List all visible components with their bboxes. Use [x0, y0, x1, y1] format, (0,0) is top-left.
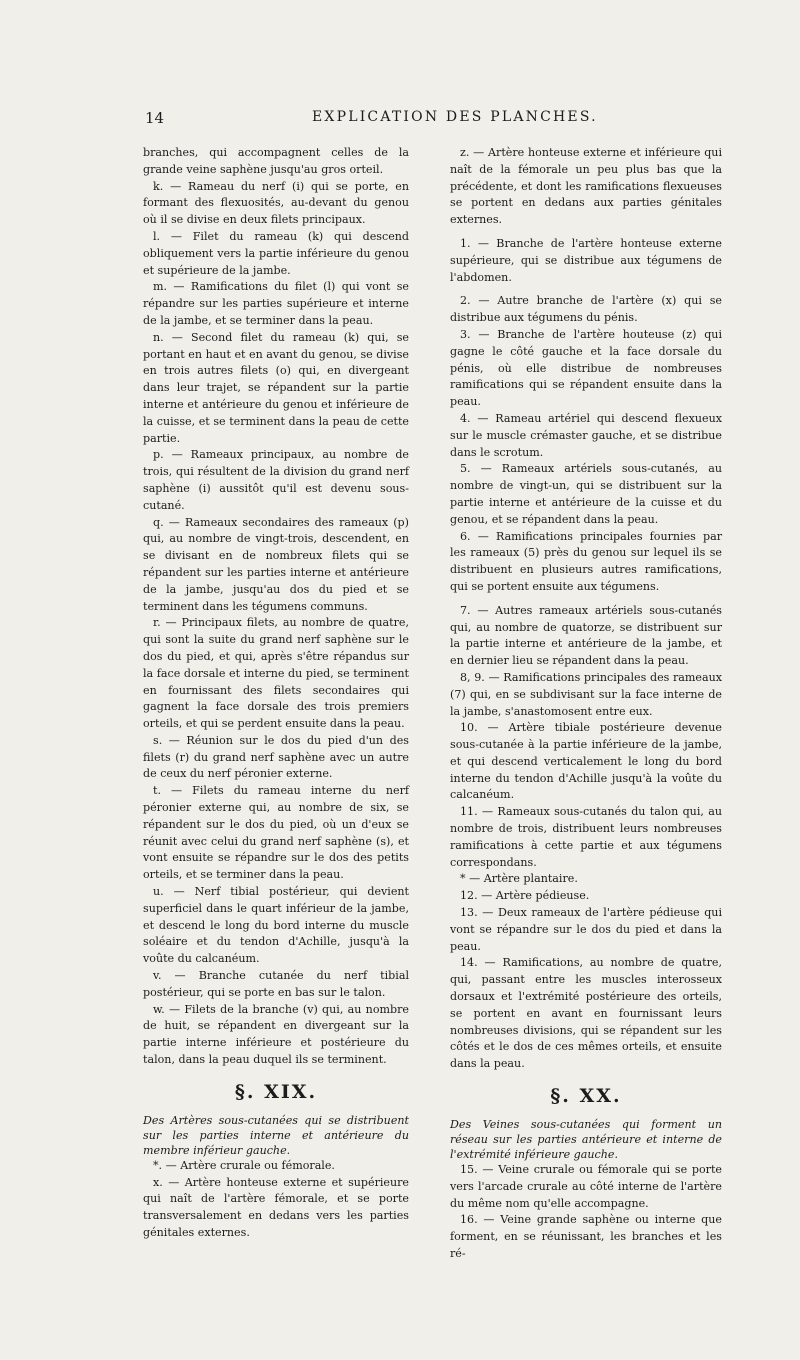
- paragraph: s. — Réunion sur le dos du pied d'un des filets (r) du grand nerf saphène avec un autre de ceux du nerf péronier externe.: [143, 733, 409, 781]
- paragraph: q. — Rameaux secondaires des rameaux (p) qui, au nombre de vingt-trois, descendent, en se divisant en de nombreux filets qui se répandent sur les parties interne et antérieure de la jambe, jusqu'au dos du pied et se terminent dans les tégumens communs.: [143, 515, 409, 613]
- paragraph: 8, 9. — Ramifications principales des rameaux (7) qui, en se subdivisant sur la face interne de la jambe, s'anastomosent entre eux.: [450, 670, 722, 718]
- paragraph: r. — Principaux filets, au nombre de quatre, qui sont la suite du grand nerf saphène sur le dos du pied, et qui, après s'être répandus sur la face dorsale et interne du pied, se terminent en fournissant des filets secondaires qui gagnent la face dorsale des trois premiers orteils, et qui se perdent ensuite dans la peau.: [143, 616, 409, 731]
- right-column: [450, 145, 722, 1263]
- paragraph: *. — Artère crurale ou fémorale.: [153, 1158, 335, 1172]
- left-column: [143, 145, 409, 1242]
- paragraph: v. — Branche cutanée du nerf tibial postérieur, qui se porte en bas sur le talon.: [143, 969, 409, 999]
- section-title: §. XIX.: [234, 1080, 318, 1103]
- paragraph: 15. — Veine crurale ou fémorale qui se porte vers l'arcade crurale au côté interne de l'artère du même nom qu'elle accompagne.: [450, 1163, 722, 1210]
- section-subtitle: Des Veines sous-cutanées qui forment un réseau sur les parties antérieure et interne de l'extrémité inférieure gauche.: [450, 1118, 722, 1162]
- paragraph: 13. — Deux rameaux de l'artère pédieuse qui vont se répandre sur le dos du pied et dans la peau.: [450, 906, 722, 953]
- paragraph: 14. — Ramifications, au nombre de quatre, qui, passant entre les muscles interosseux dorsaux et l'extrémité postérieure des orteils, se portent en avant en fournissant leurs nombreuses divisions, qui se répandent sur les côtés et le dos de ces mêmes orteils, et ensuite dans la peau.: [450, 956, 722, 1071]
- paragraph: n. — Second filet du rameau (k) qui, se portant en haut et en avant du genou, se divise en trois autres filets (o) qui, en divergeant dans leur trajet, se répandent sur la partie interne et antérieure du genou et inférieure de la cuisse, et se terminent dans la peau de cette partie.: [143, 330, 409, 445]
- section-subtitle: Des Artères sous-cutanées qui se distribuent sur les parties interne et antérieure du membre inférieur gauche.: [143, 1113, 409, 1157]
- paragraph: u. — Nerf tibial postérieur, qui devient superficiel dans le quart inférieur de la jambe, et descend le long du bord interne du muscle soléaire et du tendon d'Achille, jusqu'à la voûte du calcanéum.: [143, 885, 409, 966]
- running-title: EXPLICATION DES PLANCHES.: [312, 109, 598, 125]
- paragraph: * — Artère plantaire.: [460, 872, 578, 886]
- paragraph: branches, qui accompagnent celles de la grande veine saphène jusqu'au gros orteil.: [143, 146, 409, 176]
- paragraph: 16. — Veine grande saphène ou interne que forment, en se réunissant, les branches et les ré-: [450, 1213, 722, 1261]
- paragraph: p. — Rameaux principaux, au nombre de trois, qui résultent de la division du grand nerf saphène (i) aussitôt qu'il est devenu sous-cutané.: [143, 448, 409, 512]
- paragraph: x. — Artère honteuse externe et supérieure qui naît de l'artère fémorale, et se porte transversalement en dedans vers les parties génitales externes.: [143, 1175, 409, 1240]
- paragraph: t. — Filets du rameau interne du nerf péronier externe qui, au nombre de six, se répandent sur le dos du pied, où un d'eux se réunit avec celui du grand nerf saphène (s), et vont ensuite se répandre sur le dos des petits orteils, et se terminer dans la peau.: [143, 784, 409, 882]
- paragraph: 4. — Rameau artériel qui descend flexueux sur le muscle crémaster gauche, et se distribue dans le scrotum.: [450, 411, 722, 459]
- paragraph: 6. — Ramifications principales fournies par les rameaux (5) près du genou sur lequel ils se distribuent en plusieurs autres ramifications, qui se portent ensuite aux tégumens.: [450, 529, 722, 593]
- paragraph: m. — Ramifications du filet (l) qui vont se répandre sur les parties supérieure et interne de la jambe, et se terminer dans la peau.: [143, 280, 409, 327]
- page-number: 14: [145, 109, 165, 127]
- page-header: [0, 109, 800, 133]
- paragraph: z. — Artère honteuse externe et inférieure qui naît de la fémorale un peu plus bas que la précédente, et dont les ramifications flexueuses se portent en dedans aux parties génitales externes.: [450, 146, 722, 227]
- paragraph: 3. — Branche de l'artère houteuse (z) qui gagne le côté gauche et la face dorsale du pénis, où elle distribue de nombreuses ramifications qui se répandent ensuite dans la peau.: [450, 327, 722, 409]
- section-title: §. XX.: [550, 1085, 622, 1108]
- paragraph: 7. — Autres rameaux artériels sous-cutanés qui, au nombre de quatorze, se distribuent sur la partie interne et antérieure de la jambe, et en dernier lieu se répandent dans la peau.: [450, 603, 722, 668]
- paragraph: k. — Rameau du nerf (i) qui se porte, en formant des flexuosités, au-devant du genou où il se divise en deux filets principaux.: [143, 179, 409, 227]
- paragraph: 11. — Rameaux sous-cutanés du talon qui, au nombre de trois, distribuent leurs nombreuses ramifications à cette partie et aux tégumens correspondans.: [450, 805, 722, 869]
- paragraph: 12. — Artère pédieuse.: [460, 889, 590, 903]
- paragraph: 2. — Autre branche de l'artère (x) qui se distribue aux tégumens du pénis.: [450, 294, 722, 325]
- paragraph: 10. — Artère tibiale postérieure devenue sous-cutanée à la partie inférieure de la jambe, et qui descend verticalement le long du bord interne du tendon d'Achille jusqu'à la voûte du calcanéum.: [450, 721, 722, 802]
- paragraph: 5. — Rameaux artériels sous-cutanés, au nombre de vingt-un, qui se distribuent sur la partie interne et antérieure de la cuisse et du genou, et se répandent dans la peau.: [450, 462, 722, 526]
- paragraph: w. — Filets de la branche (v) qui, au nombre de huit, se répandent en divergeant sur la partie interne inférieure et postérieure du talon, dans la peau duquel ils se terminent.: [143, 1002, 409, 1067]
- paragraph: l. — Filet du rameau (k) qui descend obliquement vers la partie inférieure du genou et supérieure de la jambe.: [143, 229, 409, 277]
- paragraph: 1. — Branche de l'artère honteuse externe supérieure, qui se distribue aux tégumens de l'abdomen.: [450, 236, 722, 284]
